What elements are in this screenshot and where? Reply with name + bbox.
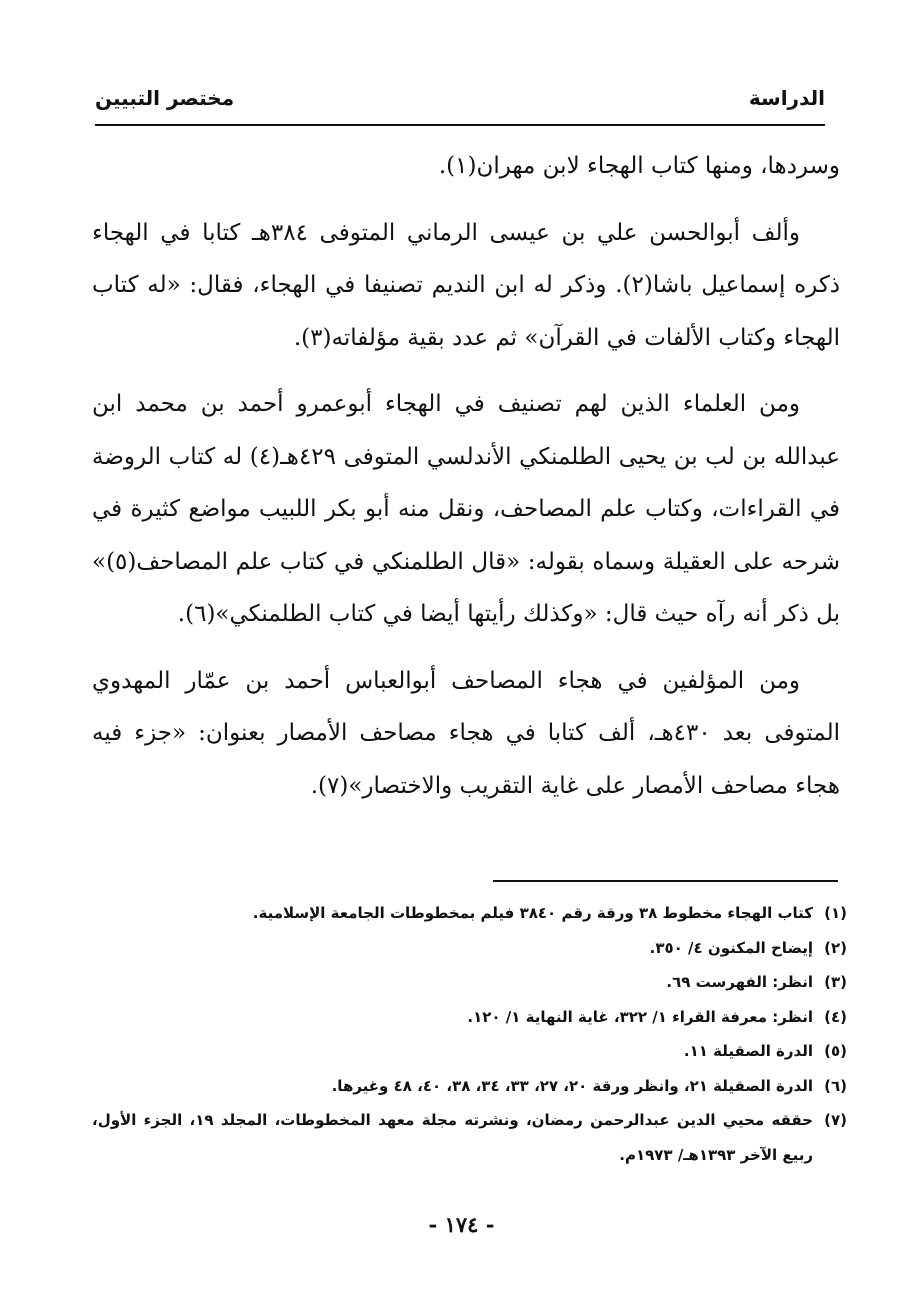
paragraph: ومن المؤلفين في هجاء المصاحف أبوالعباس أحمد بن عمّار المهدوي المتوفى بعد ٤٣٠هـ، ألف كتابا في هجاء مصاحف الأمصار بعنوان: «جزء فيه هجاء مصاحف الأمصار على غاية التقريب والاختصار»(٧).: [92, 667, 840, 799]
footnote-text: الدرة الصقيلة ١١.: [683, 1042, 813, 1060]
paragraph: ومن العلماء الذين لهم تصنيف في الهجاء أبوعمرو أحمد بن محمد ابن عبدالله بن لب بن يحيى الطلمنكي الأندلسي المتوفى ٤٢٩هـ(٤) له كتاب الروضة في القراءات، وكتاب علم المصاحف، ونقل منه أبو بكر اللبيب مواضع كثيرة في شرحه على العقيلة وسماه بقوله: «قال الطلمنكي في كتاب علم المصاحف(٥)» بل ذكر أنه رآه حيث قال: «وكذلك رأيتها أيضا في كتاب الطلمنكي»(٦).: [92, 391, 841, 627]
footnote-number: (٤): [824, 1007, 847, 1026]
main-text: [92, 140, 840, 826]
footnote: [92, 1069, 847, 1104]
footnote-number: (٢): [824, 938, 847, 957]
footnotes: [92, 896, 847, 1172]
footnote-number: (٧): [824, 1111, 847, 1129]
footnote: [92, 931, 847, 966]
footnote: [92, 1000, 847, 1035]
footnote-text: كتاب الهجاء مخطوط ٣٨ ورقة رقم ٣٨٤٠ فيلم بمخطوطات الجامعة الإسلامية.: [252, 904, 813, 922]
footnote-text: انظر: معرفة القراء ١/ ٣٢٢، غاية النهاية ١/ ١٢٠.: [467, 1007, 813, 1026]
page-number: - ١٧٤ -: [428, 1212, 495, 1237]
footnote: [92, 1103, 847, 1172]
book-title: مختصر التبيين: [95, 86, 235, 110]
paragraph: وألف أبوالحسن علي بن عيسى الرماني المتوفى ٣٨٤هـ كتابا في الهجاء ذكره إسماعيل باشا(٢). وذكر له ابن النديم تصنيفا في الهجاء، فقال: «له كتاب الهجاء وكتاب الألفات في القرآن» ثم عدد بقية مؤلفاته(٣).: [92, 219, 841, 351]
footnote: [92, 896, 847, 931]
footnote-text: الدرة الصقيلة ٢١، وانظر ورقة ٢٠، ٢٧، ٣٣، ٣٤، ٣٨، ٤٠، ٤٨ وغيرها.: [331, 1076, 813, 1095]
chapter-title: الدراسة: [748, 86, 825, 110]
footnote-text: انظر: الفهرست ٦٩.: [666, 973, 813, 991]
footnote-number: (٥): [824, 1042, 847, 1060]
footnote: [92, 1034, 847, 1069]
footnote-number: (٣): [824, 973, 847, 991]
footnote-text: حققه محيي الدين عبدالرحمن رمضان، ونشرته مجلة معهد المخطوطات، المجلد ١٩، الجزء الأول، ربيع الآخر ١٣٩٣هـ/ ١٩٧٣م.: [92, 1111, 813, 1164]
running-header: [95, 80, 825, 120]
footnote-text: إيضاح المكنون ٤/ ٣٥٠.: [649, 938, 813, 957]
footnote: [92, 965, 847, 1000]
footnote-number: (٦): [824, 1076, 847, 1095]
header-divider: [95, 124, 825, 126]
paragraph: وسردها، ومنها كتاب الهجاء لابن مهران(١).: [438, 153, 840, 179]
footnote-divider: [493, 880, 838, 882]
footnote-number: (١): [824, 904, 847, 922]
